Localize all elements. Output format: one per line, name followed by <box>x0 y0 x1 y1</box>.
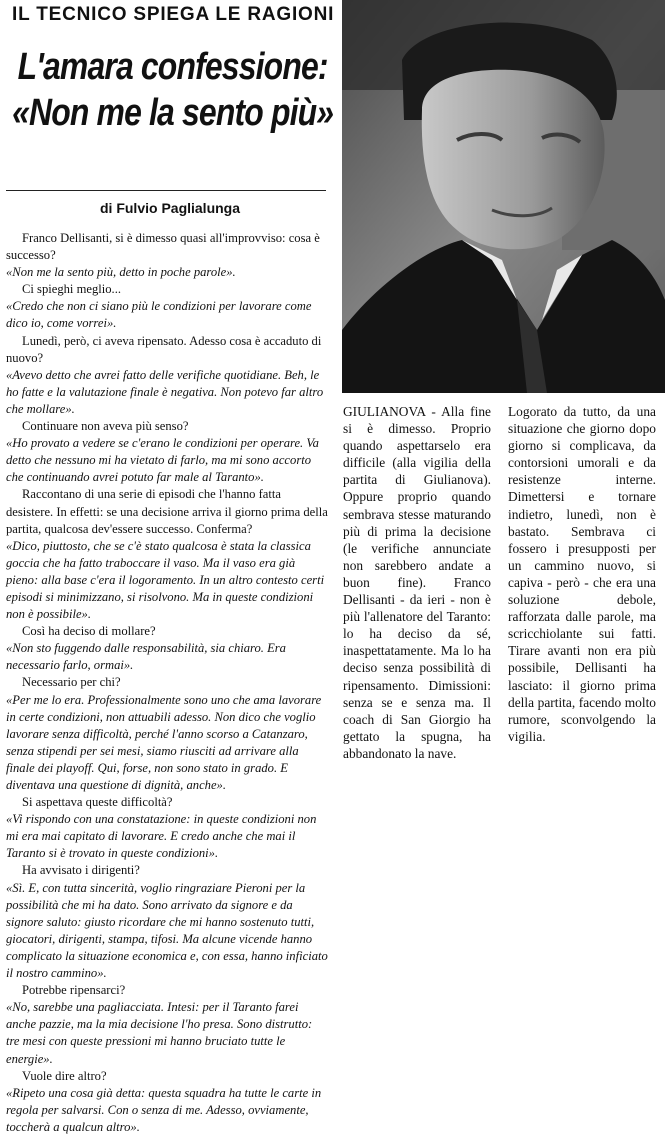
interview-question: Ci spieghi meglio... <box>22 282 121 297</box>
interview-answer: «No, sarebbe una pagliacciata. Intesi: per il Taranto farei anche pazzie, ma la mia decisione l'ho presa. Sono distrutto: tre mesi con queste pressioni mi hanno bruciato tutte le energie». <box>6 1000 313 1066</box>
report-text-2: Logorato da tutto, da una situazione che giorno dopo giorno si complicava, da contorsioni umorali e da resistenze interne. Dimettersi e tornare indietro, lunedì, non è bastato. Sembrava ci fossero i presupposti per un cammino nuovo, si capiva - però - che era una soluzione debole, rafforzata dalle parole, ma scricchiolante sui fatti. Tirare avanti non era più possibile, Dellisanti ha lasciato: il giorno prima della partita, facendo molto rumore, sconvolgendo la vigilia. <box>508 404 656 744</box>
kicker: IL TECNICO SPIEGA LE RAGIONI <box>12 4 335 25</box>
interview-question: Lunedì, però, ci aveva ripensato. Adesso cosa è accaduto di nuovo? <box>6 333 322 365</box>
interview-answer: «Non me la sento più, detto in poche parole». <box>6 265 236 280</box>
interview-question: Necessario per chi? <box>22 675 121 690</box>
headline-line-2: «Non me la sento più» <box>12 92 334 134</box>
interview-question: Raccontano di una serie di episodi che l'hanno fatta desistere. In effetti: se una decisione arriva il giorno prima della partita, qualcosa dev'essere successo. Conferma? <box>6 487 328 536</box>
interview-answer: «Sì. E, con tutta sincerità, voglio ringraziare Pieroni per la possibilità che mi ha dato. Sono arrivato da signore e da signore saluto: giusto ricordare che mi hanno sostenuto tutti, giocatori, dirigenti, stampa, tifosi. Ma alcune vicende hanno complicato la situazione economica e, con essa, hanno inficiato il nostro cammino». <box>6 880 328 981</box>
interview-question: Vuole dire altro? <box>22 1068 107 1083</box>
coach-portrait-image <box>342 0 665 393</box>
headline-line-1: L'amara confessione: <box>17 46 328 88</box>
interview-question: Così ha deciso di mollare? <box>22 624 156 639</box>
interview-answer: «Avevo detto che avrei fatto delle verifiche quotidiane. Beh, le ho fatte e la valutazione finale è negativa. Non potevo far altro che mollare». <box>6 367 324 416</box>
interview-answer: «Vi rispondo con una constatazione: in queste condizioni non mi era mai capitato di lavorare. E credo anche che mai il Taranto si è trovato in queste condizioni». <box>6 812 317 861</box>
interview-answer: «Per me lo era. Professionalmente sono uno che ama lavorare in certe condizioni, non attuabili adesso. Non dico che voglio lavorare senza difficoltà, perché l'anno scorso a Catanzaro, senza stipendi per sei mesi, siamo riusciti ad arrivare alla finale dei playoff. Qui, forse, non sono stato in grado. E diventava una questione di dignità, anche». <box>6 692 322 792</box>
headline <box>8 44 337 136</box>
report-text-1: GIULIANOVA - Alla fine si è dimesso. Proprio quando aspettarselo era difficile (alla vigilia della partita di Giulianova). Oppure proprio quando sembrava stesse maturando più di prima la decisione (le verifiche annunciate non sarebbero andate a buon fine). Franco Dellisanti - da ieri - non è più l'allenatore del Taranto: lo ha deciso da sé, inaspettatamente. Ma lo ha deciso senza possibilità di ripensamento. Dimissioni: senza se e senza ma. Il coach di San Giorgio ha gettato la spugna, ha abbandonato la nave. <box>343 404 491 761</box>
report-column-2 <box>508 403 656 745</box>
interview-column <box>6 230 328 1136</box>
interview-answer: «Credo che non ci siano più le condizioni per lavorare come dico io, come vorrei». <box>6 299 312 331</box>
interview-question: Continuare non aveva più senso? <box>22 419 189 434</box>
interview-answer: «Ripeto una cosa già detta: questa squadra ha tutte le carte in regola per salvarsi. Con o senza di me. Adesso, ovviamente, toccherà a qualcun altro». <box>6 1085 322 1134</box>
interview-answer: «Non sto fuggendo dalle responsabilità, sia chiaro. Era necessario farlo, ormai». <box>6 641 286 673</box>
interview-question: Si aspettava queste difficoltà? <box>22 795 173 810</box>
interview-question: Potrebbe ripensarci? <box>22 983 126 998</box>
interview-answer: «Dico, piuttosto, che se c'è stato qualcosa è stata la classica goccia che ha fatto traboccare il vaso. Ma il vaso era già pieno: alla base c'era il logoramento. In un altro contesto certi episodi si minimizzano, si risolvono. Ma in queste condizioni non è possibile». <box>6 538 325 622</box>
interview-answer: «Ho provato a vedere se c'erano le condizioni per operare. Va detto che nessuno mi ha vietato di farlo, ma mi sono accorto che continuando avrei potuto far male al Taranto». <box>6 436 319 485</box>
interview-question: Ha avvisato i dirigenti? <box>22 863 140 878</box>
report-column-1 <box>343 403 491 762</box>
interview-question: Franco Dellisanti, si è dimesso quasi all'improvviso: cosa è successo? <box>6 231 320 263</box>
headline-rule <box>6 190 326 191</box>
coach-photo <box>342 0 665 393</box>
byline: di Fulvio Paglialunga <box>100 200 241 216</box>
